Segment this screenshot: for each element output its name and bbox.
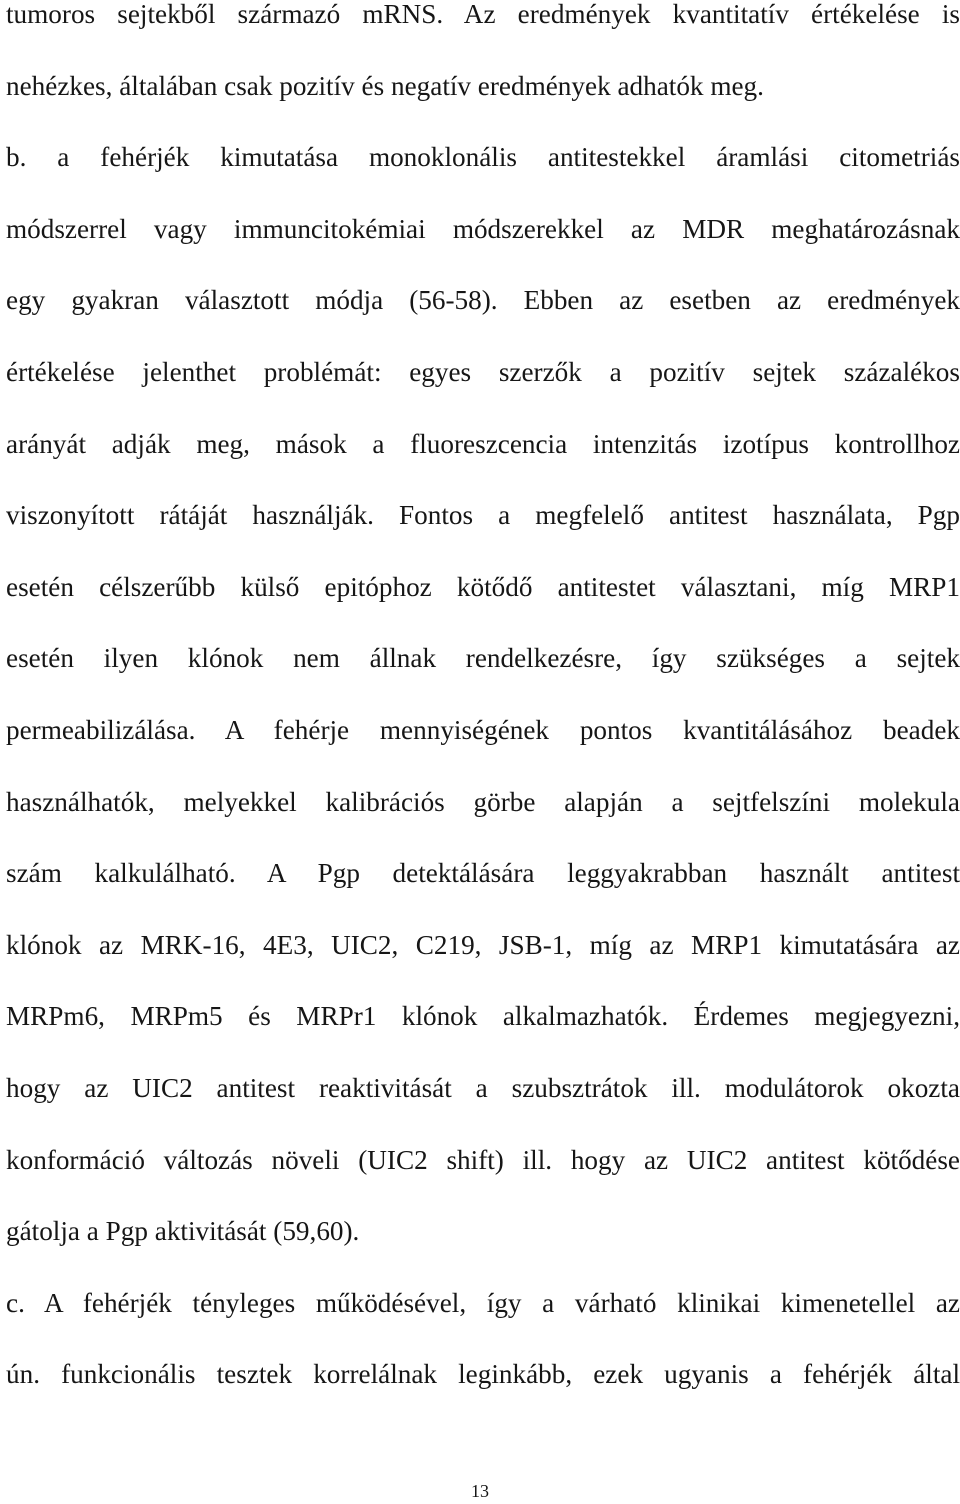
text-line: hogy az UIC2 antitest reaktivitását a szubsztrátok ill. modulátorok okozta (6, 1072, 960, 1103)
text-line: gátolja a Pgp aktivitását (59,60). (6, 1216, 360, 1247)
text-line: esetén célszerűbb külső epitóphoz kötődő antitestet választani, míg MRP1 (6, 571, 960, 602)
text-line: b. a fehérjék kimutatása monoklonális antitestekkel áramlási citometriás (6, 142, 960, 173)
text-line: tumoros sejtekből származó mRNS. Az eredmények kvantitatív értékelése is (6, 0, 960, 29)
text-line: szám kalkulálható. A Pgp detektálására leggyakrabban használt antitest (6, 858, 960, 889)
text-line: permeabilizálása. A fehérje mennyiségének pontos kvantitálásához beadek (6, 714, 960, 745)
text-line: viszonyított rátáját használják. Fontos a megfelelő antitest használata, Pgp (6, 500, 960, 531)
text-line: ún. funkcionális tesztek korrelálnak leginkább, ezek ugyanis a fehérjék által (6, 1359, 960, 1390)
text-line: konformáció változás növeli (UIC2 shift) ill. hogy az UIC2 antitest kötődése (6, 1144, 960, 1175)
text-line: egy gyakran választott módja (56-58). Ebben az esetben az eredmények (6, 285, 960, 316)
body-text (6, 0, 960, 1425)
page-number: 13 (471, 1481, 489, 1501)
text-line: esetén ilyen klónok nem állnak rendelkezésre, így szükséges a sejtek (6, 643, 960, 674)
text-line: nehézkes, általában csak pozitív és negatív eredmények adhatók meg. (6, 70, 764, 101)
text-line: értékelése jelenthet problémát: egyes szerzők a pozitív sejtek százalékos (6, 356, 960, 387)
text-line: klónok az MRK-16, 4E3, UIC2, C219, JSB-1, míg az MRP1 kimutatására az (6, 929, 960, 960)
text-line: arányát adják meg, mások a fluoreszcencia intenzitás izotípus kontrollhoz (6, 428, 960, 459)
text-line: c. A fehérjék tényleges működésével, így a várható klinikai kimenetellel az (6, 1287, 960, 1318)
text-line: használhatók, melyekkel kalibrációs görbe alapján a sejtfelszíni molekula (6, 786, 960, 817)
text-line: MRPm6, MRPm5 és MRPr1 klónok alkalmazhatók. Érdemes megjegyezni, (6, 1001, 960, 1032)
text-line: módszerrel vagy immuncitokémiai módszerekkel az MDR meghatározásnak (6, 213, 960, 244)
